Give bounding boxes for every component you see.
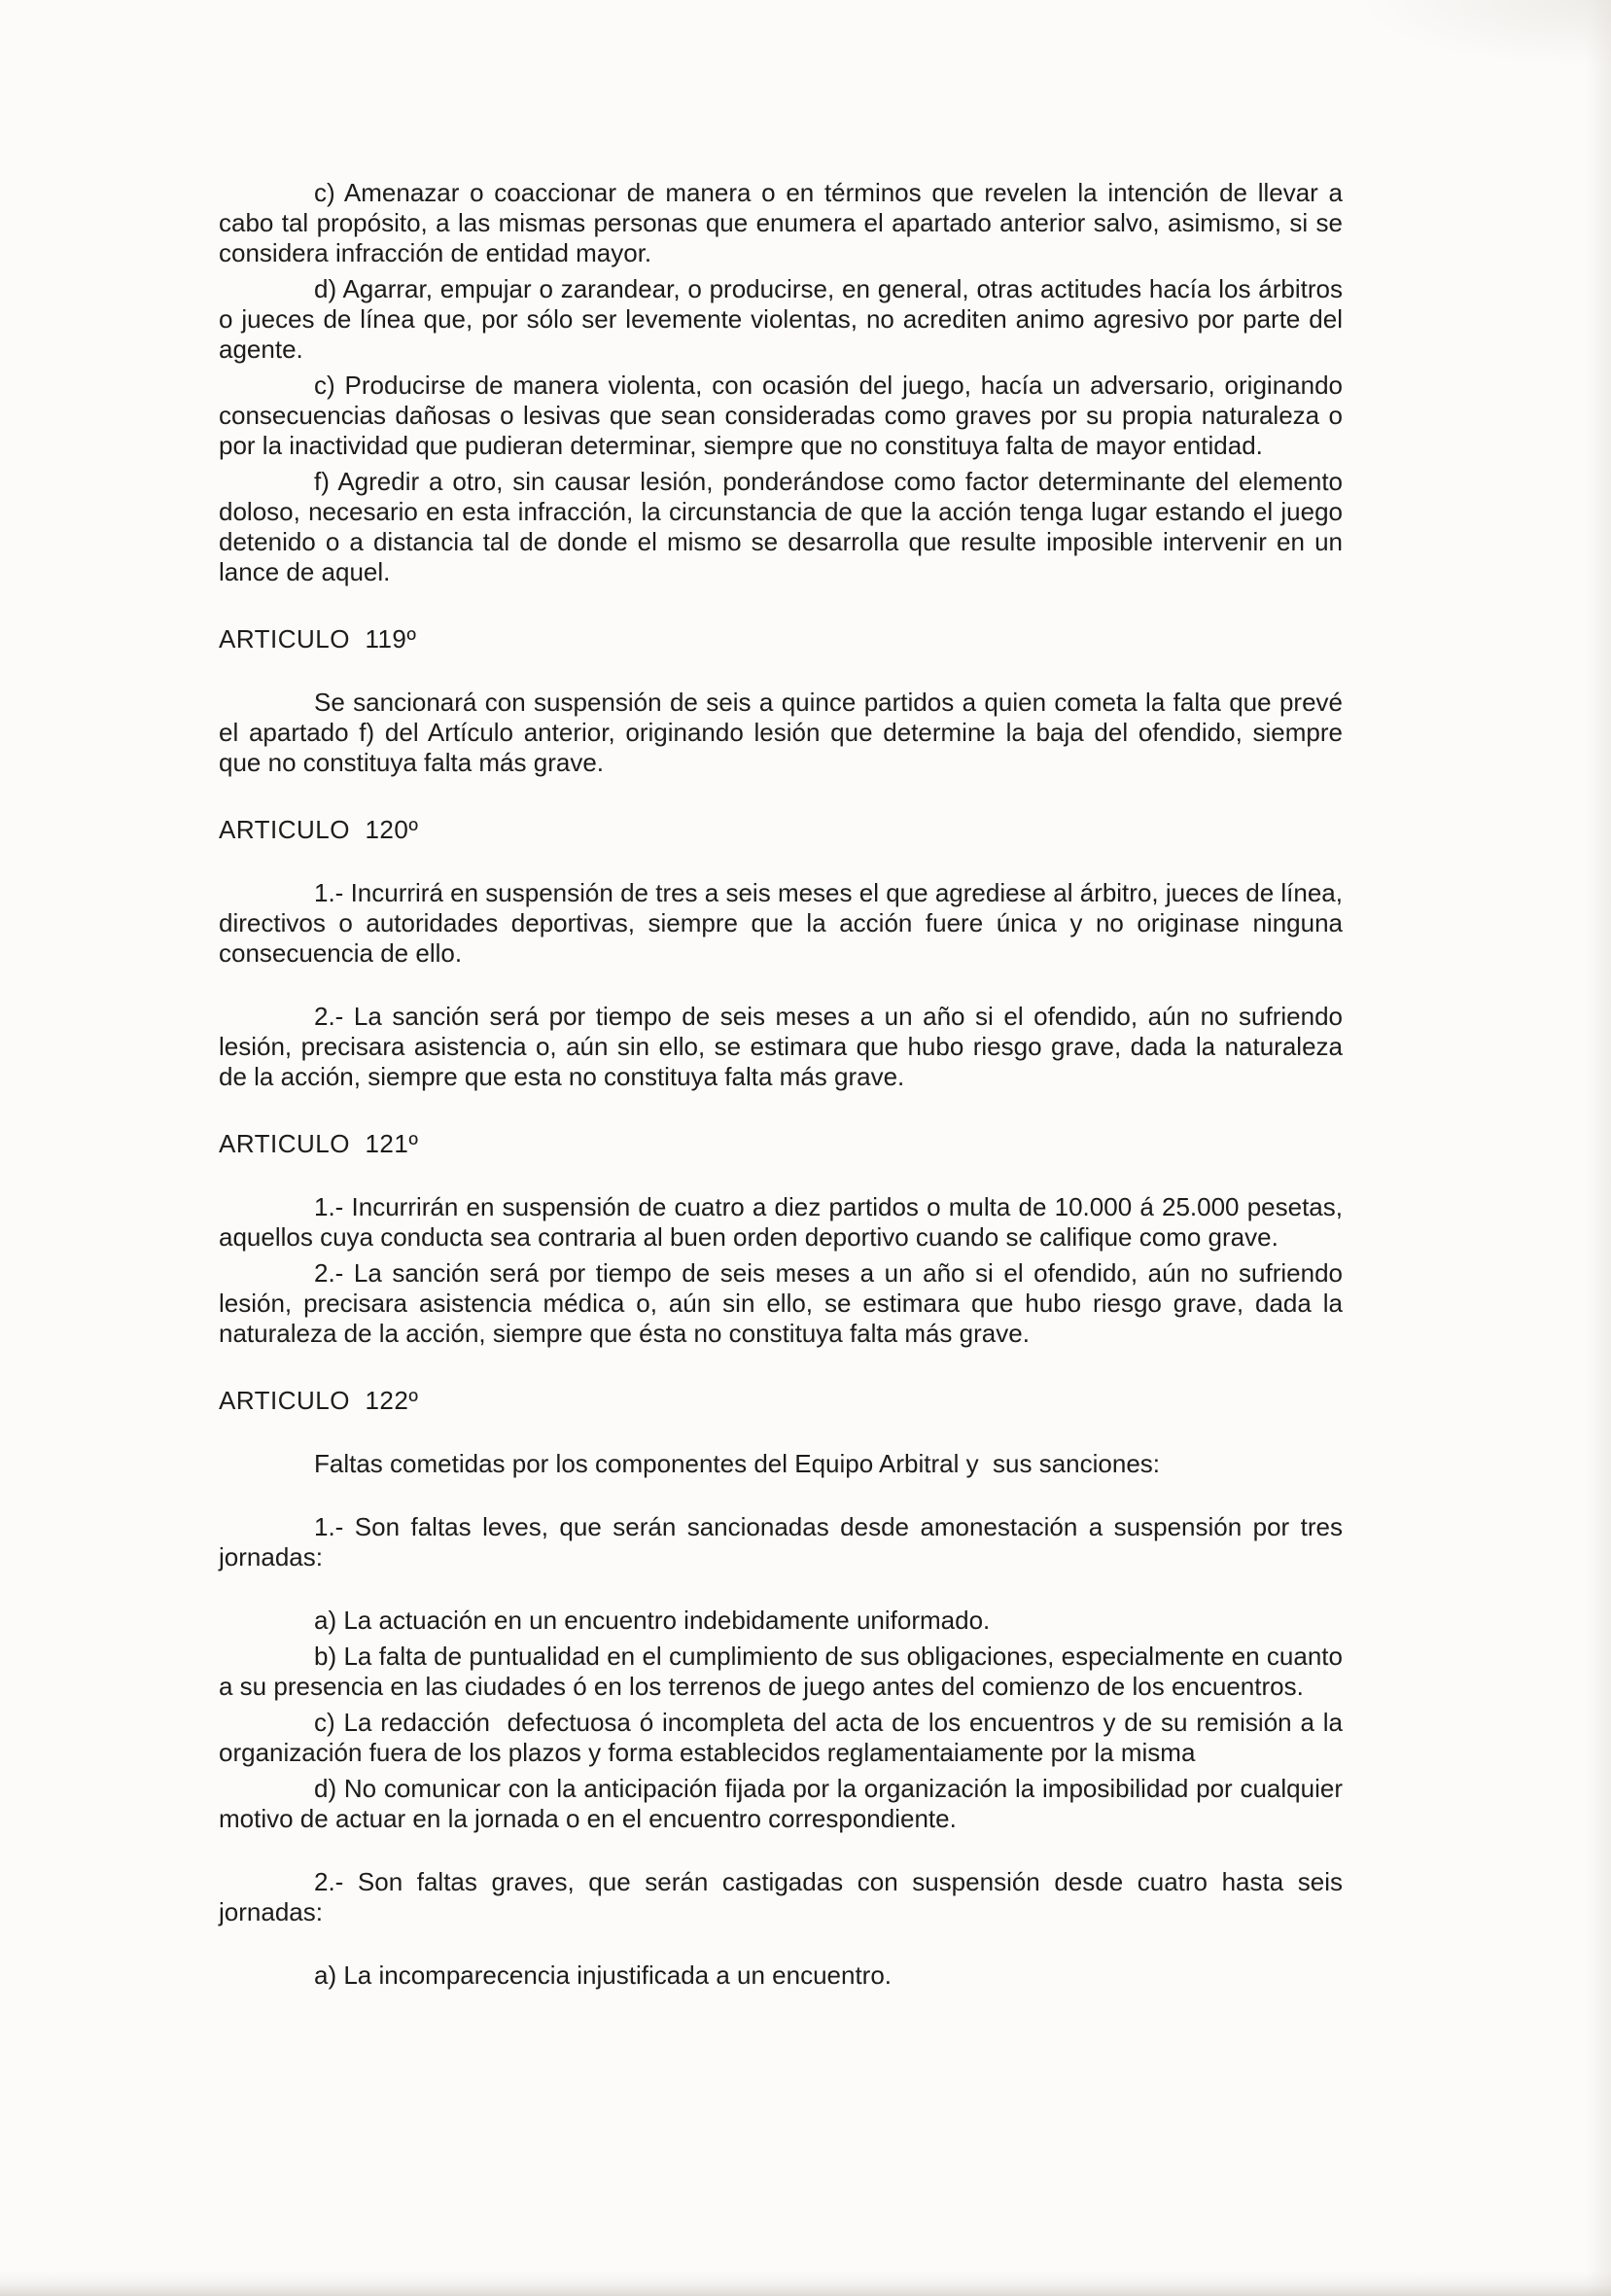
document-paragraph: 1.- Son faltas leves, que serán sancionadas desde amonestación a suspensión por tres jornadas: (219, 1512, 1350, 1572)
document-paragraph: b) La falta de puntualidad en el cumplimiento de sus obligaciones, especialmente en cuanto a su presencia en las ciudades ó en los terrenos de juego antes del comienzo de los encuentros. (219, 1642, 1350, 1701)
article-heading: ARTICULO 120º (219, 815, 419, 844)
document-paragraph: a) La incomparecencia injustificada a un encuentro. (314, 1960, 893, 1990)
document-paragraph: c) La redacción defectuosa ó incompleta del acta de los encuentros y de su remisión a la organización fuera de los plazos y forma establecidos reglamentaiamente por la misma (219, 1708, 1350, 1767)
document-paragraph: 2.- La sanción será por tiempo de seis meses a un año si el ofendido, aún no sufriendo lesión, precisara asistencia médica o, aún sin ello, se estimara que hubo riesgo grave, dada la naturaleza de la acción, siempre que ésta no constituya falta más grave. (219, 1258, 1350, 1348)
document-paragraph: Faltas cometidas por los componentes del Equipo Arbitral y sus sanciones: (314, 1449, 1161, 1478)
article-heading: ARTICULO 122º (219, 1386, 419, 1415)
document-paragraph: 1.- Incurrirán en suspensión de cuatro a diez partidos o multa de 10.000 á 25.000 pesetas, aquellos cuya conducta sea contraria al buen orden deportivo cuando se califique como grave. (219, 1192, 1350, 1252)
document-paragraph: c) Producirse de manera violenta, con ocasión del juego, hacía un adversario, originando consecuencias dañosas o lesivas que sean consideradas como graves por su propia naturaleza o por la inactividad que pudieran determinar, siempre que no constituya falta de mayor entidad. (219, 371, 1350, 460)
scan-smudge-top-right (1358, 0, 1611, 68)
article-heading: ARTICULO 119º (219, 624, 417, 653)
document-paragraph: a) La actuación en un encuentro indebidamente uniformado. (314, 1606, 991, 1635)
scan-edge-right (1586, 0, 1611, 2296)
document-paragraph: c) Amenazar o coaccionar de manera o en términos que revelen la intención de llevar a cabo tal propósito, a las mismas personas que enumera el apartado anterior salvo, asimismo, si se considera infracción de entidad mayor. (219, 178, 1350, 267)
document-paragraph: f) Agredir a otro, sin causar lesión, ponderándose como factor determinante del elemento doloso, necesario en esta infracción, la circunstancia de que la acción tenga lugar estando el juego detenido o a distancia tal de donde el mismo se desarrolla que resulte imposible intervenir en un lance de aquel. (219, 467, 1350, 586)
document-paragraph: 2.- La sanción será por tiempo de seis meses a un año si el ofendido, aún no sufriendo lesión, precisara asistencia o, aún sin ello, se estimara que hubo riesgo grave, dada la naturaleza de la acción, siempre que esta no constituya falta más grave. (219, 1002, 1350, 1091)
document-paragraph: 1.- Incurrirá en suspensión de tres a seis meses el que agrediese al árbitro, jueces de línea, directivos o autoridades deportivas, siempre que la acción fuere única y no originase ninguna consecuencia de ello. (219, 878, 1350, 968)
document-paragraph: d) No comunicar con la anticipación fijada por la organización la imposibilidad por cualquier motivo de actuar en la jornada o en el encuentro correspondiente. (219, 1774, 1350, 1833)
document-paragraph: d) Agarrar, empujar o zarandear, o producirse, en general, otras actitudes hacía los árbitros o jueces de línea que, por sólo ser levemente violentas, no acrediten animo agresivo por parte del agente. (219, 274, 1350, 364)
scan-edge-bottom (0, 2271, 1611, 2296)
document-paragraph: Se sancionará con suspensión de seis a quince partidos a quien cometa la falta que prevé el apartado f) del Artículo anterior, originando lesión que determine la baja del ofendido, siempre que no constituya falta más grave. (219, 688, 1350, 777)
article-heading: ARTICULO 121º (219, 1129, 419, 1158)
document-paragraph: 2.- Son faltas graves, que serán castigadas con suspensión desde cuatro hasta seis jornadas: (219, 1867, 1350, 1926)
document-text-block (219, 178, 1350, 1991)
